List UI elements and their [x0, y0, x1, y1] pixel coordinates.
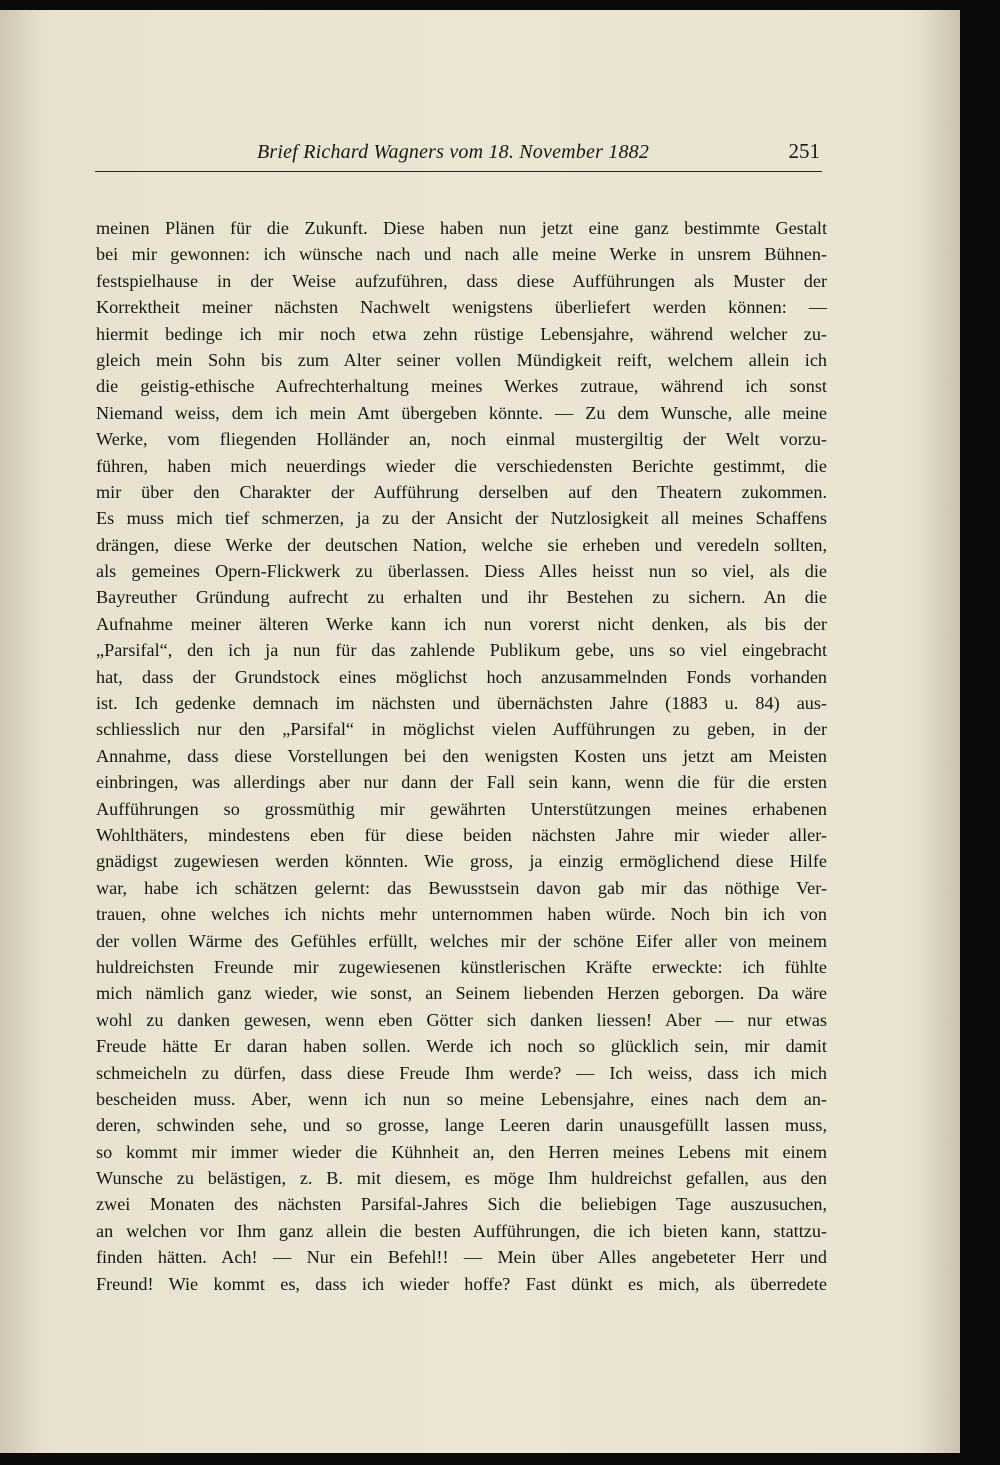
text-line: war, habe ich schätzen gelernt: das Bewusstsein davon gab mir das nöthige Ver- [96, 877, 827, 898]
text-line: ist. Ich gedenke demnach im nächsten und übernächsten Jahre (1883 u. 84) aus- [96, 693, 827, 714]
text-line: Annahme, dass diese Vorstellungen bei den wenigsten Kosten uns jetzt am Meisten [96, 745, 827, 766]
text-line: deren, schwinden sehe, und so grosse, lange Leeren darin unausgefüllt lassen muss, [96, 1115, 827, 1136]
text-line: schmeicheln zu dürfen, dass diese Freude Ihm werde? — Ich weiss, dass ich mich [96, 1062, 827, 1083]
text-line: führen, haben mich neuerdings wieder die verschiedensten Berichte gestimmt, die [96, 455, 827, 476]
page-left-shadow [0, 10, 40, 1453]
text-line: Werke, vom fliegenden Holländer an, noch einmal mustergiltig der Welt vorzu- [96, 429, 827, 450]
text-line: bei mir gewonnen: ich wünsche nach und nach alle meine Werke in unsrem Bühnen- [96, 244, 827, 265]
text-line: mir über den Charakter der Aufführung derselben auf den Theatern zukommen. [96, 481, 827, 502]
text-line: einbringen, was allerdings aber nur dann der Fall sein kann, wenn die für die ersten [96, 772, 827, 793]
running-title: Brief Richard Wagners vom 18. November 1882 [257, 141, 650, 163]
text-line: Korrektheit meiner nächsten Nachwelt wenigstens überliefert werden können: — [96, 297, 827, 318]
text-line: drängen, diese Werke der deutschen Nation, welche sie erheben und veredeln sollten, [96, 534, 827, 555]
text-line: gleich mein Sohn bis zum Alter seiner vollen Mündigkeit reift, welchem allein ich [96, 349, 827, 370]
text-line: trauen, ohne welches ich nichts mehr unternommen haben würde. Noch bin ich von [96, 904, 827, 925]
text-line: meinen Plänen für die Zukunft. Diese haben nun jetzt eine ganz bestimmte Gestalt [96, 218, 827, 238]
text-line: Freund! Wie kommt es, dass ich wieder hoffe? Fast dünkt es mich, als überredete [96, 1273, 827, 1294]
page-number: 251 [788, 139, 820, 163]
text-line: mich nämlich ganz wieder, wie sonst, an Seinem liebenden Herzen geborgen. Da wäre [96, 983, 827, 1004]
text-line: als gemeines Opern-Flickwerk zu überlassen. Diess Alles heisst nun so viel, als die [96, 561, 827, 582]
text-line: Wunsche zu belästigen, z. B. mit diesem, es möge Ihm huldreichst gefallen, aus den [96, 1168, 827, 1189]
text-line: Es muss mich tief schmerzen, ja zu der Ansicht der Nutzlosigkeit all meines Schaffens [96, 508, 827, 529]
running-header [95, 135, 822, 172]
text-line: wohl zu danken gewesen, wenn eben Götter sich danken liessen! Aber — nur etwas [96, 1009, 827, 1030]
text-line: festspielhause in der Weise aufzuführen, dass diese Aufführungen als Muster der [96, 270, 827, 291]
text-line: an welchen vor Ihm ganz allein die besten Aufführungen, die ich bieten kann, stattzu- [96, 1220, 827, 1241]
text-line: zwei Monaten des nächsten Parsifal-Jahres Sich die beliebigen Tage auszusuchen, [96, 1194, 827, 1215]
text-line: Freude hätte Er daran haben sollen. Werde ich noch so glücklich sein, mir damit [96, 1036, 827, 1057]
text-line: „Parsifal“, den ich ja nun für das zahlende Publikum gebe, uns so viel eingebracht [96, 640, 827, 661]
text-line: so kommt mir immer wieder die Kühnheit an, den Herren meines Lebens mit einem [96, 1141, 827, 1162]
text-line: Niemand weiss, dem ich mein Amt übergeben könnte. — Zu dem Wunsche, alle meine [96, 402, 827, 423]
text-line: hiermit bedinge ich mir noch etwa zehn rüstige Lebensjahre, während welcher zu- [96, 323, 827, 344]
text-line: Bayreuther Gründung aufrecht zu erhalten und ihr Bestehen zu sichern. An die [96, 587, 827, 608]
text-line: schliesslich nur den „Parsifal“ in möglichst vielen Aufführungen zu geben, in der [96, 719, 827, 740]
text-line: hat, dass der Grundstock eines möglichst hoch anzusammelnden Fonds vorhanden [96, 666, 827, 687]
text-line: finden hätten. Ach! — Nur ein Befehl!! — Mein über Alles angebeteter Herr und [96, 1247, 827, 1268]
text-line: die geistig-ethische Aufrechterhaltung meines Werkes zutraue, während ich sonst [96, 376, 827, 397]
book-page [0, 10, 960, 1453]
text-line: huldreichsten Freunde mir zugewiesenen künstlerischen Kräfte erweckte: ich fühlte [96, 956, 827, 977]
text-line: Aufführungen so grossmüthig mir gewährten Unterstützungen meines erhabenen [96, 798, 827, 819]
text-line: Aufnahme meiner älteren Werke kann ich nun vorerst nicht denken, als bis der [96, 613, 827, 634]
body-text [96, 215, 827, 1297]
text-line: Wohlthäters, mindestens eben für diese beiden nächsten Jahre mir wieder aller- [96, 824, 827, 845]
text-line: der vollen Wärme des Gefühles erfüllt, welches mir der schöne Eifer aller von meinem [96, 930, 827, 951]
page-right-shadow [920, 10, 960, 1453]
text-line: gnädigst zugewiesen werden könnten. Wie gross, ja einzig ermöglichend diese Hilfe [96, 851, 827, 872]
text-line: bescheiden muss. Aber, wenn ich nun so meine Lebensjahre, eines nach dem an- [96, 1088, 827, 1109]
